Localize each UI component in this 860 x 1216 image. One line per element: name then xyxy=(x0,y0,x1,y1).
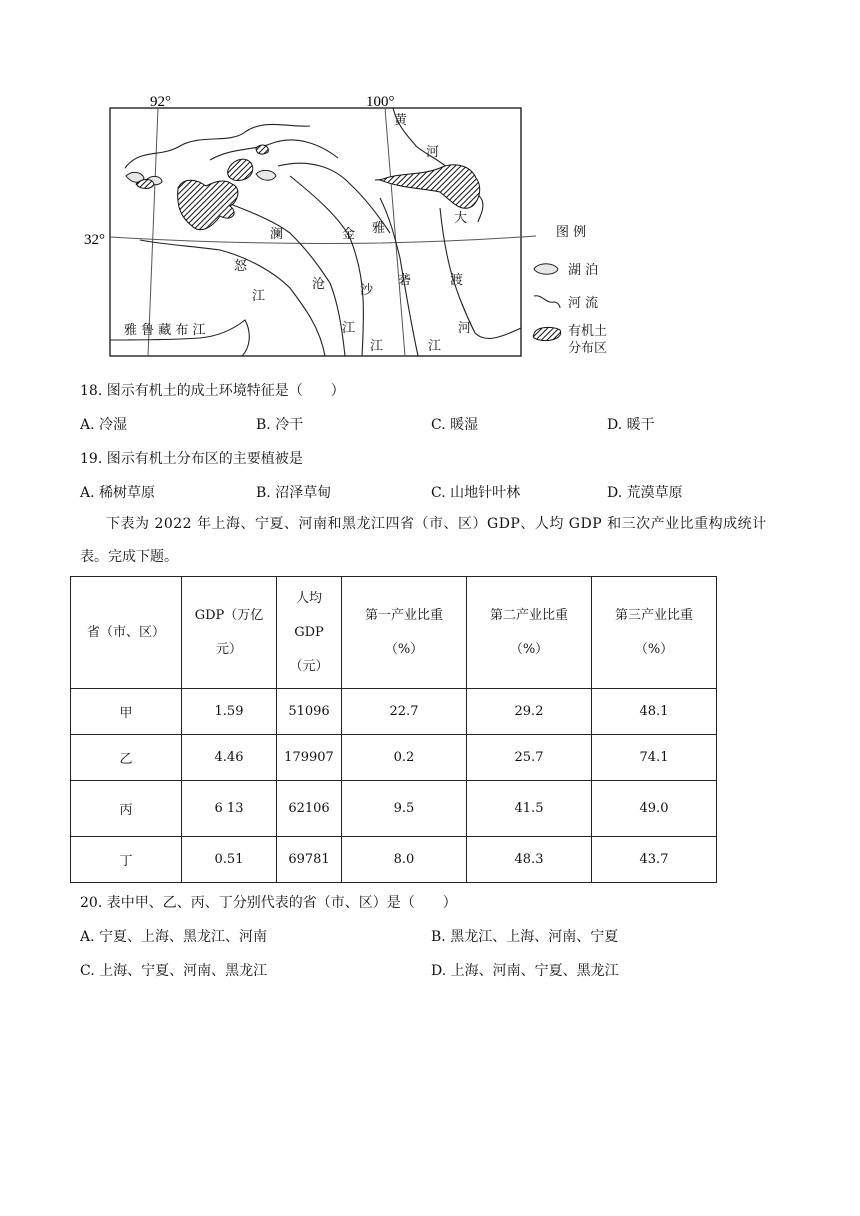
label-jiang-jinsha: 江 xyxy=(370,339,384,354)
th-primary-share: 第一产业比重 （%） xyxy=(342,577,467,689)
table-cell: 1.59 xyxy=(182,689,277,735)
label-cang: 沧 xyxy=(312,277,326,292)
q19-option-b[interactable]: B. 沼泽草甸 xyxy=(256,485,332,501)
table-row xyxy=(71,837,717,883)
q18-option-d[interactable]: D. 暖干 xyxy=(607,417,655,433)
lat-32-label: 32° xyxy=(84,232,105,248)
label-he-yellow: 河 xyxy=(426,145,440,160)
q20-option-c[interactable]: C. 上海、宁夏、河南、黑龙江 xyxy=(80,963,268,979)
legend-organic-icon xyxy=(533,327,560,340)
table-cell: 41.5 xyxy=(467,781,592,837)
table-intro-line-2: 表。完成下题。 xyxy=(80,549,178,565)
table-cell: 49.0 xyxy=(592,781,717,837)
label-jin: 金 xyxy=(342,227,356,242)
table-cell: 乙 xyxy=(71,735,182,781)
table-cell: 48.1 xyxy=(592,689,717,735)
q19-option-d[interactable]: D. 荒漠草原 xyxy=(607,485,683,501)
table-intro-line-1: 下表为 2022 年上海、宁夏、河南和黑龙江四省（市、区）GDP、人均 GDP 和三次产业比重构成统计 xyxy=(106,516,767,532)
label-du: 渡 xyxy=(450,273,464,288)
table-cell: 9.5 xyxy=(342,781,467,837)
label-yarlung: 雅 鲁 藏 布 江 xyxy=(124,323,206,338)
th-region: 省（市、区） xyxy=(71,577,182,689)
label-jiang-nu: 江 xyxy=(252,289,266,304)
q19-option-a[interactable]: A. 稀树草原 xyxy=(80,485,156,501)
table-cell: 丁 xyxy=(71,837,182,883)
table-cell: 4.46 xyxy=(182,735,277,781)
q20-option-d[interactable]: D. 上海、河南、宁夏、黑龙江 xyxy=(431,963,619,979)
q18-option-b[interactable]: B. 冷干 xyxy=(256,417,304,433)
legend-lake-icon xyxy=(534,264,558,275)
label-lan: 澜 xyxy=(270,227,284,242)
legend-river-icon xyxy=(534,296,560,308)
legend-organic-label-1: 有机土 xyxy=(568,324,608,339)
table-row xyxy=(71,781,717,837)
th-gdp-per-capita: 人均 GDP （元） xyxy=(277,577,342,689)
label-jiang-lancang: 江 xyxy=(342,321,356,336)
table-cell: 74.1 xyxy=(592,735,717,781)
table-cell: 69781 xyxy=(277,837,342,883)
lon-100-label: 100° xyxy=(366,94,395,110)
table-cell: 22.7 xyxy=(342,689,467,735)
label-nu: 怒 xyxy=(234,259,248,274)
legend-lake-label: 湖 泊 xyxy=(568,263,599,278)
q19-stem: 19. 图示有机土分布区的主要植被是 xyxy=(80,451,303,467)
label-da: 大 xyxy=(454,211,468,226)
label-jiang-yalong: 江 xyxy=(428,339,442,354)
map-legend xyxy=(533,225,607,356)
legend-river-label: 河 流 xyxy=(568,296,599,311)
q18-option-c[interactable]: C. 暖湿 xyxy=(431,417,479,433)
table-cell: 0.2 xyxy=(342,735,467,781)
table-cell: 6 13 xyxy=(182,781,277,837)
table-cell: 48.3 xyxy=(467,837,592,883)
label-long: 砻 xyxy=(398,273,412,288)
q20-option-a[interactable]: A. 宁夏、上海、黑龙江、河南 xyxy=(80,929,268,945)
q18-stem: 18. 图示有机土的成土环境特征是（ ） xyxy=(80,383,345,399)
table-cell: 甲 xyxy=(71,689,182,735)
table-cell: 43.7 xyxy=(592,837,717,883)
table-cell: 51096 xyxy=(277,689,342,735)
table-cell: 丙 xyxy=(71,781,182,837)
q19-option-c[interactable]: C. 山地针叶林 xyxy=(431,485,521,501)
lon-92-label: 92° xyxy=(150,94,171,110)
table-cell: 62106 xyxy=(277,781,342,837)
table-cell: 25.7 xyxy=(467,735,592,781)
table-row xyxy=(71,689,717,735)
table-cell: 179907 xyxy=(277,735,342,781)
label-he-dadu: 河 xyxy=(458,321,472,336)
table-header-row xyxy=(71,577,717,689)
th-tertiary-share: 第三产业比重 （%） xyxy=(592,577,717,689)
table-cell: 8.0 xyxy=(342,837,467,883)
label-sha: 沙 xyxy=(360,283,374,298)
label-huang: 黄 xyxy=(394,113,408,128)
th-gdp: GDP（万亿 元） xyxy=(182,577,277,689)
table-row xyxy=(71,735,717,781)
map-figure xyxy=(80,88,620,368)
q20-option-b[interactable]: B. 黑龙江、上海、河南、宁夏 xyxy=(431,929,619,945)
label-ya: 雅 xyxy=(372,221,386,236)
legend-title: 图 例 xyxy=(556,225,587,240)
table-cell: 29.2 xyxy=(467,689,592,735)
q18-option-a[interactable]: A. 冷湿 xyxy=(80,417,128,433)
table-cell: 0.51 xyxy=(182,837,277,883)
legend-organic-label-2: 分布区 xyxy=(568,341,608,356)
q20-stem: 20. 表中甲、乙、丙、丁分别代表的省（市、区）是（ ） xyxy=(80,895,457,911)
gdp-table xyxy=(70,576,717,883)
th-secondary-share: 第二产业比重 （%） xyxy=(467,577,592,689)
